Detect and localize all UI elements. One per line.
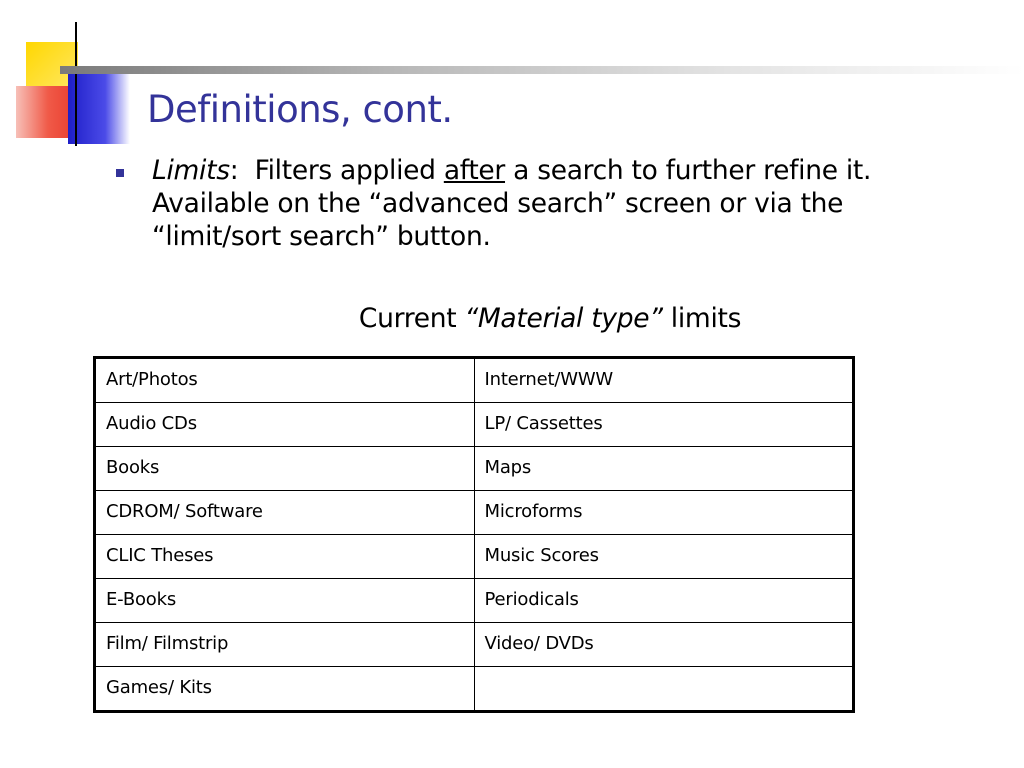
table-row [95, 491, 854, 535]
table-cell: Maps [474, 447, 854, 491]
page-title: Definitions, cont. [147, 88, 453, 131]
table-row [95, 667, 854, 712]
caption-suffix: limits [662, 303, 742, 334]
table-caption [0, 303, 1024, 334]
term-colon: : [229, 155, 239, 186]
table-cell: LP/ Cassettes [474, 403, 854, 447]
bullet-text-before: Filters applied [238, 155, 444, 186]
table-cell: Audio CDs [95, 403, 475, 447]
table-cell: Music Scores [474, 535, 854, 579]
table-cell: CDROM/ Software [95, 491, 475, 535]
table-row [95, 623, 854, 667]
table-cell: Microforms [474, 491, 854, 535]
table-cell: Art/Photos [95, 358, 475, 403]
bullet-text [152, 154, 976, 253]
table-cell: Games/ Kits [95, 667, 475, 712]
table-cell: Books [95, 447, 475, 491]
bullet-item [116, 154, 976, 253]
material-type-table [93, 356, 855, 713]
table-cell: Video/ DVDs [474, 623, 854, 667]
table-cell [474, 667, 854, 712]
emphasis-after: after [443, 155, 506, 186]
bullet-square-icon [116, 169, 124, 177]
title-underline-rule [60, 66, 1024, 74]
table-row [95, 403, 854, 447]
table-row [95, 535, 854, 579]
decorative-squares-logo [0, 0, 140, 150]
table-row [95, 447, 854, 491]
table-row [95, 579, 854, 623]
table-cell: Film/ Filmstrip [95, 623, 475, 667]
table-cell: E-Books [95, 579, 475, 623]
bullet-text-after: a search to further refine it. Available on the “advanced search” screen or via the “limit/sort search” button. [152, 155, 888, 252]
caption-prefix: Current [358, 303, 465, 334]
table-cell: CLIC Theses [95, 535, 475, 579]
caption-italic: “Material type” [464, 303, 663, 334]
table-row [95, 358, 854, 403]
term-limits: Limits [152, 155, 230, 186]
table-cell: Periodicals [474, 579, 854, 623]
table-cell: Internet/WWW [474, 358, 854, 403]
